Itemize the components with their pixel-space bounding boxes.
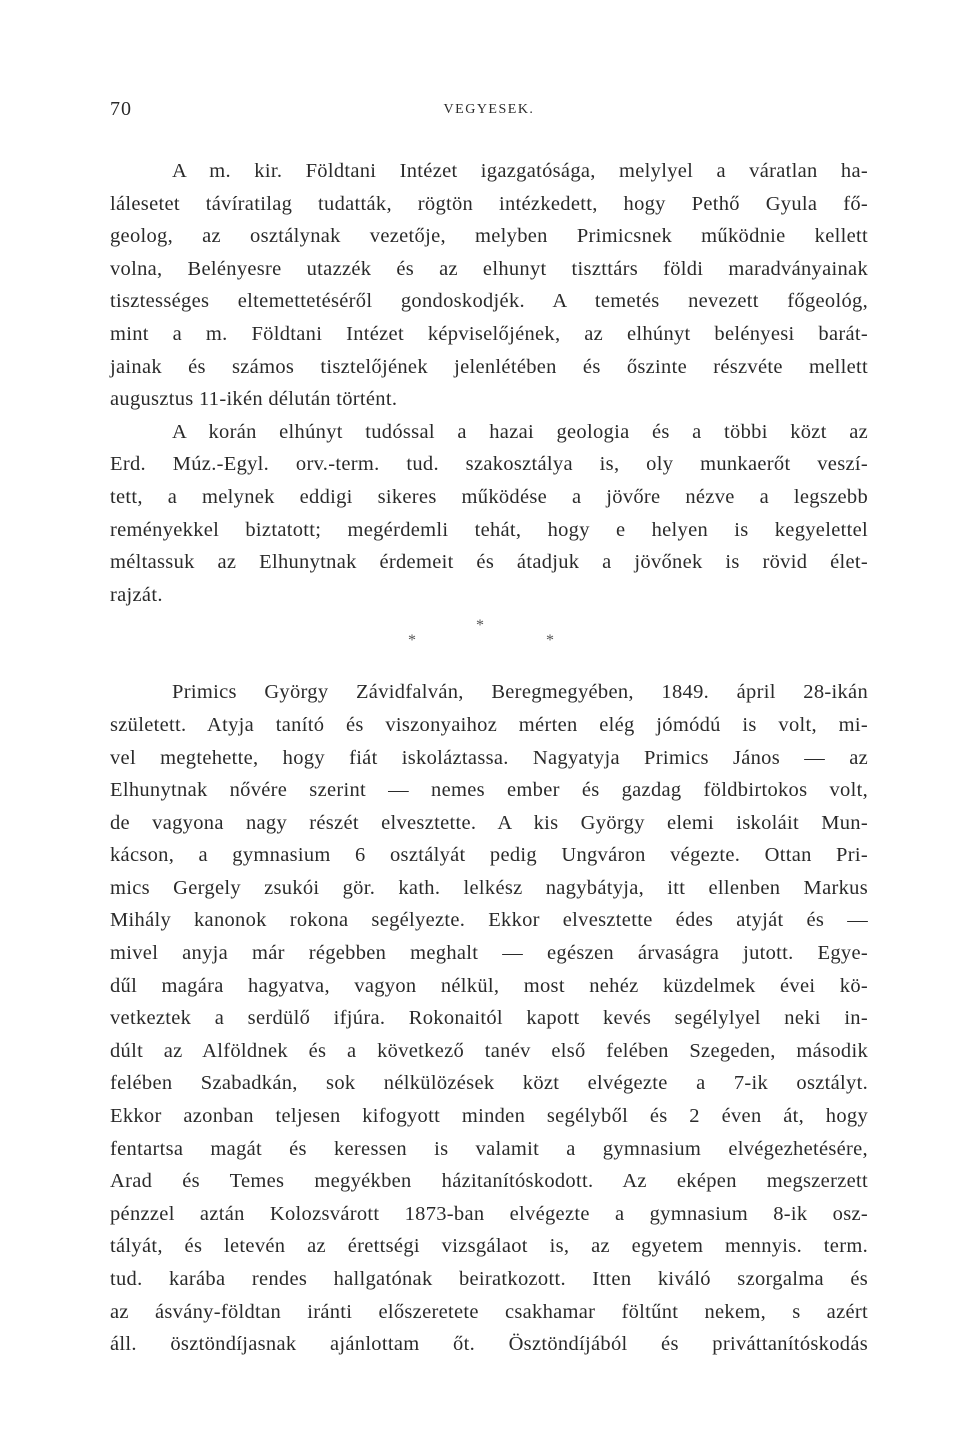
text-line: geolog, az osztálynak vezetője, melyben Primicsnek működnie kellett [110,225,868,248]
text-line: született. Atyja tanító és viszonyaihoz mérten elég jómódú is volt, mi- [110,713,868,736]
page-number: 70 [110,98,132,120]
text-line: Arad és Temes megyékben házitanítóskodott. Az eképen megszerzett [110,1170,868,1193]
text-line: volna, Belényesre utazzék és az elhunyt tiszttárs földi maradványainak [110,257,868,280]
body-text [110,155,868,1361]
separator-asterisk: * [476,617,484,635]
running-head: VEGYESEK. [443,102,535,117]
text-line: mint a m. Földtani Intézet képviselőjének, az elhúnyt belényesi barát- [110,322,868,345]
page-header [110,98,868,128]
text-line: A m. kir. Földtani Intézet igazgatósága, melylyel a váratlan ha- [172,160,868,182]
text-line: tett, a melynek eddigi sikeres működése a jövőre nézve a legszebb [110,485,868,508]
text-line: de vagyona nagy részét elvesztette. A kis György elemi iskoláit Mun- [110,811,868,834]
text-line: Elhunytnak nővére szerint — nemes ember és gazdag földbirtokos volt, [110,779,868,802]
paragraph-1 [110,155,868,416]
text-line: felében Szabadkán, sok nélkülözések közt elvégezte a 7-ik osztályt. [110,1072,868,1095]
text-line: az ásvány-földtan iránti előszeretete csakhamar föltűnt nekem, s azért [110,1300,868,1323]
text-line: Mihály kanonok rokona segélyezte. Ekkor elvesztette édes atyját és — [110,909,868,932]
text-line: méltassuk az Elhunytnak érdemeit és átadjuk a jövőnek is rövid élet- [110,551,868,574]
text-line: vel megtehette, hogy fiát iskoláztassa. Nagyatyja Primics János — az [110,746,868,769]
text-line: mivel anyja már régebben meghalt — egészen árvaságra jutott. Egye- [110,942,868,965]
text-line: Ekkor azonban teljesen kifogyott minden segélyből és 2 éven át, hogy [110,1105,868,1128]
text-line: áll. ösztöndíjasnak ajánlottam őt. Ösztöndíjából és priváttanítóskodás [110,1333,868,1356]
text-line: kácson, a gymnasium 6 osztályát pedig Ungváron végezte. Ottan Pri- [110,844,868,867]
text-line: vetkeztek a serdülő ifjúra. Rokonaitól kapott kevés segélylyel neki in- [110,1007,868,1030]
separator-asterisk: * [546,632,554,650]
text-line: mics Gergely zsukói gör. kath. lelkész nagybátyja, itt ellenben Markus [110,876,868,899]
section-separator [110,611,868,676]
separator-asterisk: * [408,632,416,650]
text-line: Primics György Závidfalván, Beregmegyében, 1849. ápril 28-ikán [172,681,868,704]
text-line: tisztességes eltemettetéséről gondoskodjék. A temetés nevezett főgeológ, [110,290,868,313]
paragraph-2 [110,416,868,612]
text-line: dűl magára hagyatva, vagyon nélkül, most nehéz küzdelmek évei kö- [110,974,868,997]
text-line: tályát, és letevén az érettségi vizsgálaot is, az egyetem mennyis. term. [110,1235,868,1258]
text-line: jainak és számos tisztelőjének jelenlétében és őszinte részvéte mellett [110,355,868,378]
text-line: lálesetet távíratilag tudatták, rögtön intézkedett, hogy Pethő Gyula fő- [110,192,868,215]
text-line: dúlt az Alföldnek és a következő tanév első felében Szegeden, második [110,1039,868,1062]
text-line: augusztus 11-ikén délután történt. [110,388,398,411]
text-line: pénzzel aztán Kolozsvárott 1873-ban elvégezte a gymnasium 8-ik osz- [110,1202,868,1225]
text-line: fentartsa magát és keressen is valamit a gymnasium elvégezhetésére, [110,1137,868,1160]
text-line: A korán elhúnyt tudóssal a hazai geologia és a többi közt az [172,420,868,443]
text-line: tud. karába rendes hallgatónak beiratkozott. Itten kiváló szorgalma és [110,1268,868,1290]
text-line: Erd. Múz.-Egyl. orv.-term. tud. szakosztálya is, oly munkaerőt veszí- [110,453,868,476]
paragraph-3 [110,676,868,1360]
text-line: reményekkel biztatott; megérdemli tehát, hogy e helyen is kegyelettel [110,518,868,541]
text-line: rajzát. [110,583,163,606]
